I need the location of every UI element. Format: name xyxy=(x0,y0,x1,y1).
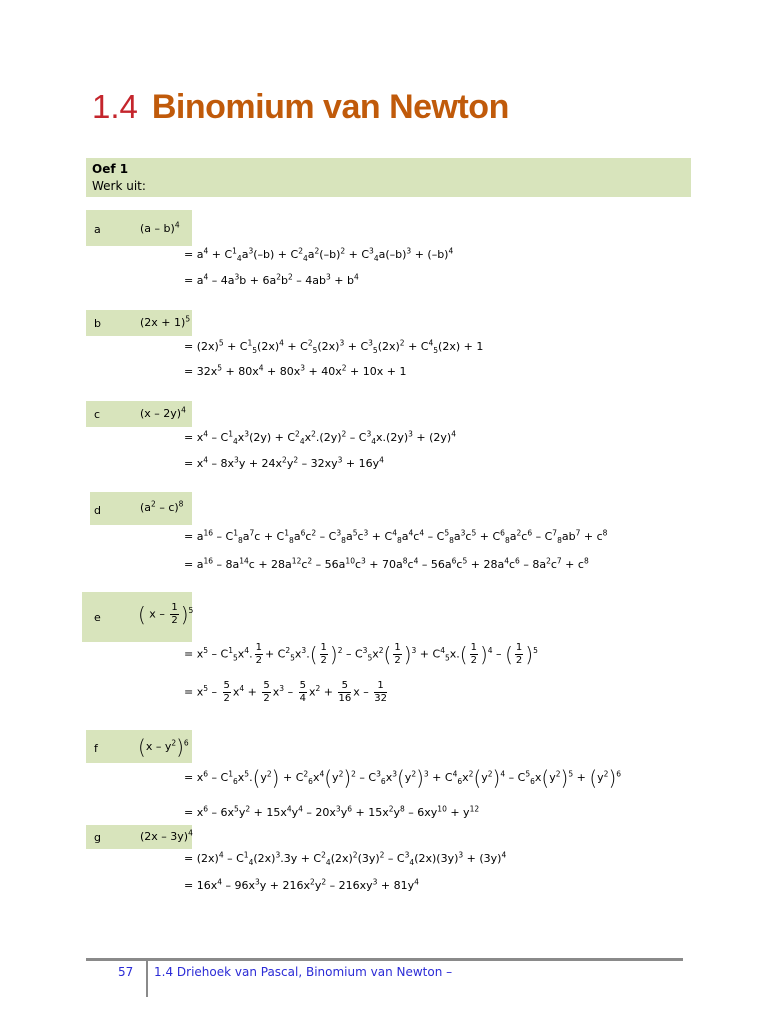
exercise-instruction: Werk uit: xyxy=(92,179,146,193)
result-line: = $16x^4 - 96x^3y + 216x^2y^2 - 216xy^3 + 81y^4$ xyxy=(184,877,419,892)
item-expression: $(a^2 - c)^8$ xyxy=(140,499,184,514)
item-letter: c xyxy=(94,408,101,421)
footer-rule xyxy=(86,958,683,961)
item-letter: e xyxy=(94,611,101,624)
footer-title: 1.4 Driehoek van Pascal, Binomium van Newton – xyxy=(154,965,453,979)
item-expression: $(2x + 1)^5$ xyxy=(140,314,191,329)
result-line: = $x^6 - 6x^5y^2 + 15x^4y^4 - 20x^3y^6 + 15x^2y^8 - 6xy^{10} + y^{12}$ xyxy=(184,804,480,819)
item-letter: f xyxy=(94,742,98,755)
item-expression: ( x – $\frac{1}{2}$ )$^5$ xyxy=(138,602,194,627)
result-line: = $x^5$ – $\frac{5}{2}$ $x^4$ + $\frac{5}{2}$ $x^3$ – $\frac{5}{4}$ $x^2$ + $\frac{5}{16}$ x – $\frac{1}{32}$ xyxy=(184,680,387,704)
item-expression: (x – 2y)$^4$ xyxy=(140,405,186,420)
item-expression: (a – b)$^4$ xyxy=(140,220,180,235)
step-line: = $a^{16} - C^1_8a^7c + C^1_8a^6c^2 - C^3_8a^5c^3 + C^4_8a^4c^4 - C^5_8a^3c^5 + C^6_8a^2c^6 - C^7_8ab^7 + c^8$ xyxy=(184,528,608,546)
step-line: = $x^4 - C^1_4x^3(2y) + C^2_4x^2.(2y)^2 - C^3_4x.(2y)^3 + (2y)^4$ xyxy=(184,429,457,447)
section-title: Binomium van Newton xyxy=(151,88,509,126)
item-f-label xyxy=(86,730,192,763)
result-line: = $x^4 - 8x^3y + 24x^2y^2 - 32xy^3 + 16y^4$ xyxy=(184,455,384,470)
item-g-label xyxy=(86,825,192,849)
step-line: = $x^6 - C^1_6x^5.(y^2) + C^2_6x^4(y^2)^2 - C^3_6x^3(y^2)^3 + C^4_6x^2(y^2)^4 - C^5_6x(y^2)^5 + (y^2)^6$ xyxy=(184,766,622,790)
footer-divider xyxy=(146,961,148,997)
item-e-label xyxy=(82,592,192,642)
item-letter: a xyxy=(94,223,101,236)
exercise-header xyxy=(86,158,691,197)
item-c-label xyxy=(86,401,192,427)
item-b-label xyxy=(86,310,192,336)
item-expression: $(x - y^2)^6$ xyxy=(138,735,189,759)
item-a-label xyxy=(86,210,192,246)
page-title xyxy=(92,88,509,138)
item-letter: d xyxy=(94,504,101,517)
exercise-name: Oef 1 xyxy=(92,162,129,176)
result-line: = $32x^5 + 80x^4 + 80x^3 + 40x^2 + 10x + 1$ xyxy=(184,363,407,378)
page-number: 57 xyxy=(118,965,134,979)
result-line: = $a^4 - 4a^3b + 6a^2b^2 - 4ab^3 + b^4$ xyxy=(184,272,359,287)
section-number: 1.4 xyxy=(92,88,138,125)
step-line: = $a^4 + C^1_4a^3(-b) + C^2_4a^2(-b)^2 + C^3_4a(-b)^3 + (-b)^4$ xyxy=(184,246,454,264)
item-expression: (2x – 3y)$^4$ xyxy=(140,828,193,843)
step-line: = $(2x)^5 + C^1_5(2x)^4 + C^2_5(2x)^3 + C^3_5(2x)^2 + C^4_5(2x) + 1$ xyxy=(184,338,484,356)
result-line: = $a^{16} - 8a^{14}c + 28a^{12}c^2 - 56a^{10}c^3 + 70a^8c^4 - 56a^6c^5 + 28a^4c^6 - 8a^2c^7 + c^8$ xyxy=(184,556,589,571)
step-line: = $x^5 - C^1_5x^4$. $\frac{1}{2}$ + $C^2_5x^3$.( $\frac{1}{2}$ )$^2 - C^3_5x^2$( $\frac{1}{2}$ )$^3 + C^4_5x$.( $\frac{1}{2}$ )$^4$ – ( $\frac{1}{2}$ )$^5$ xyxy=(184,642,538,667)
item-letter: g xyxy=(94,831,101,844)
item-d-label xyxy=(90,492,192,525)
item-letter: b xyxy=(94,317,101,330)
step-line: = $(2x)^4 - C^1_4(2x)^3.3y + C^2_4(2x)^2(3y)^2 - C^3_4(2x)(3y)^3 + (3y)^4$ xyxy=(184,850,507,868)
